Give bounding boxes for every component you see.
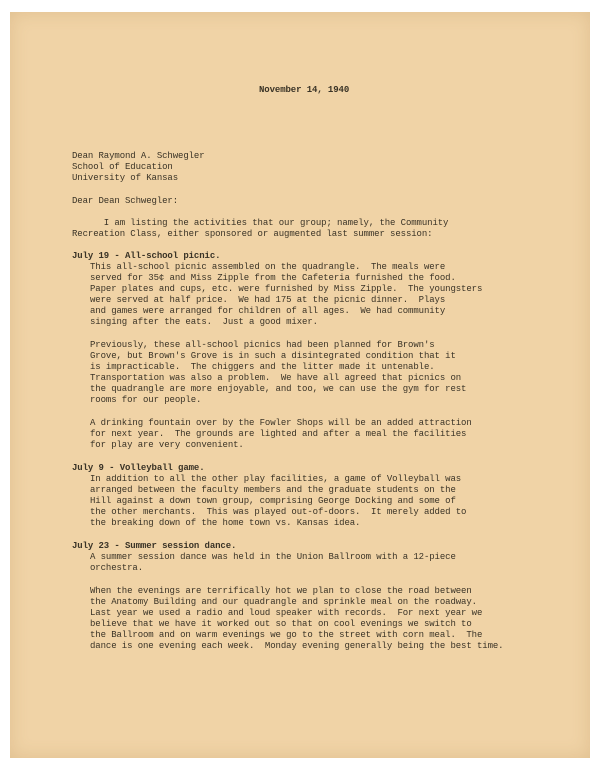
text-line: orchestra. (90, 563, 144, 573)
text-line: for play are very convenient. (90, 440, 244, 450)
text-line: were served at half price. We had 175 at the picnic dinner. Plays (90, 295, 446, 305)
text-line: Hill against a down town group, comprising George Docking and some of (90, 496, 456, 506)
letter-page (10, 12, 590, 758)
text-line: Last year we used a radio and loud speaker with records. For next year we (90, 608, 483, 618)
text-line: for next year. The grounds are lighted and after a meal the facilities (90, 429, 467, 439)
recipient-dept: School of Education (72, 162, 173, 172)
text-line: A summer session dance was held in the Union Ballroom with a 12-piece (90, 552, 456, 562)
text-line: A drinking fountain over by the Fowler Shops will be an added attraction (90, 418, 472, 428)
text-line: the quadrangle are more enjoyable, and too, we can use the gym for rest (90, 384, 467, 394)
text-line: the Anatomy Building and our quadrangle and sprinkle meal on the roadway. (90, 597, 477, 607)
text-line: believe that we have it worked out so that on cool evenings we switch to (90, 619, 472, 629)
text-line: In addition to all the other play facilities, a game of Volleyball was (90, 474, 462, 484)
text-line: Transportation was also a problem. We have all agreed that picnics on (90, 373, 462, 383)
text-line: the Ballroom and on warm evenings we go to the street with corn meal. The (90, 630, 483, 640)
text-line: arranged between the faculty members and the graduate students on the (90, 485, 456, 495)
text-line: the breaking down of the home town vs. Kansas idea. (90, 518, 361, 528)
text-line: Previously, these all-school picnics had been planned for Brown's (90, 340, 435, 350)
text-line: singing after the eats. Just a good mixer. (90, 317, 318, 327)
letter-body (10, 12, 590, 758)
recipient-name: Dean Raymond A. Schwegler (72, 151, 205, 161)
text-line: This all-school picnic assembled on the quadrangle. The meals were (90, 262, 446, 272)
section-heading: July 9 - Volleyball game. (72, 463, 205, 473)
text-line: and games were arranged for children of all ages. We had community (90, 306, 446, 316)
section-heading: July 19 - All-school picnic. (72, 251, 221, 261)
salutation: Dear Dean Schwegler: (72, 196, 179, 206)
text-line: the other merchants. This was played out-of-doors. It merely added to (90, 507, 467, 517)
intro-line: Recreation Class, either sponsored or augmented last summer session: (72, 229, 433, 239)
text-line: Grove, but Brown's Grove is in such a disintegrated condition that it (90, 351, 456, 361)
recipient-org: University of Kansas (72, 173, 179, 183)
intro-line: I am listing the activities that our group; namely, the Community (72, 218, 449, 228)
text-line: rooms for our people. (90, 395, 202, 405)
section-heading: July 23 - Summer session dance. (72, 541, 237, 551)
text-line: When the evenings are terrifically hot we plan to close the road between (90, 586, 472, 596)
text-line: served for 35¢ and Miss Zipple from the Cafeteria furnished the food. (90, 273, 456, 283)
text-line: is impracticable. The chiggers and the litter made it untenable. (90, 362, 435, 372)
text-line: Paper plates and cups, etc. were furnished by Miss Zipple. The youngsters (90, 284, 483, 294)
text-line: dance is one evening each week. Monday evening generally being the best time. (90, 641, 504, 651)
letter-date: November 14, 1940 (259, 85, 350, 95)
